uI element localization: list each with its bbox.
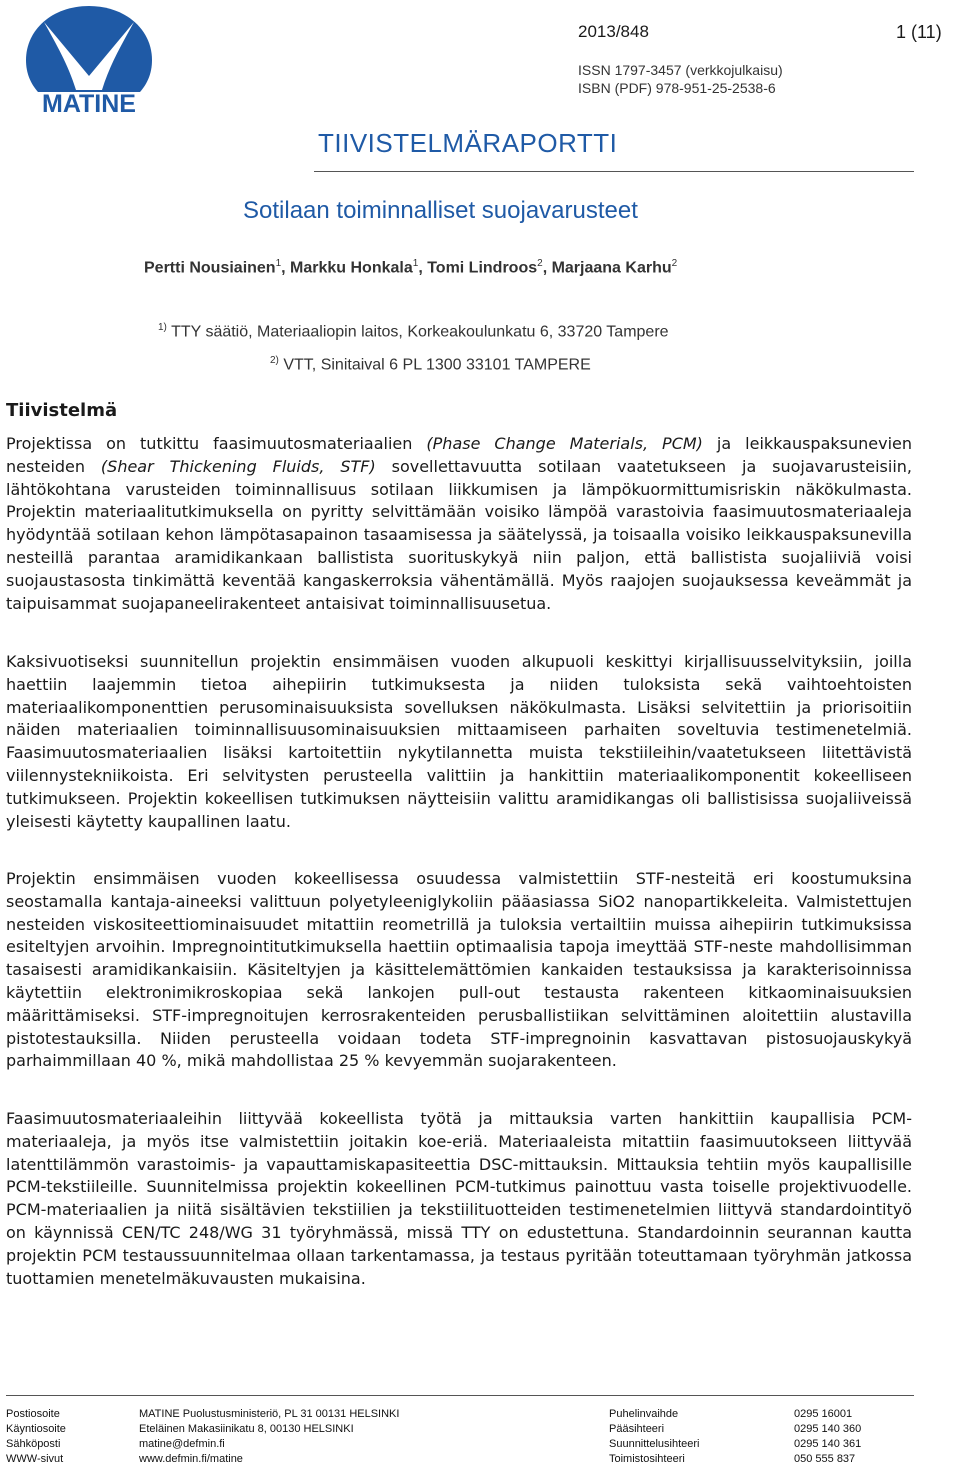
footer-phone: 0295 140 361: [794, 1438, 862, 1450]
abstract-paragraph: Faasimuutosmateriaaleihin liittyvää kokeellista työtä ja mittauksia varten hankittiin kaupallisia PCM-materiaaleja, ja myös itse valmistettiin joitakin koe-eriä. Materiaaleista mitattiin faasimuutokseen liittyvää latenttilämmön varastoimis- ja vapauttamiskapasiteettia DSC-mittauksin. Mittauksia tehtiin myös kaupallisille PCM-tekstiileille. Suunnitelmissa projektin kokeellinen PCM-tutkimus painottuu vasta toiselle projektivuodelle. PCM-materiaalien ja niitä sisältävien tekstiilien ja tekstiilituotteiden testimenetelmien liittyvä standardointityö on käynnissä CEN/TC 248/WG 31 työryhmässä, missä TTY on edustettuna. Standardoinnin seurannan kautta projektin PCM testaussuunnitelmaa ollaan tarkentamassa, ja testaus pyritään toteuttamaan työryhmän jatkossa tuottamien menetelmäkuvausten mukaisina.: [6, 1109, 912, 1288]
section-heading: Tiivistelmä: [6, 400, 118, 421]
footer-phone: 0295 140 360: [794, 1423, 862, 1435]
isbn: ISBN (PDF) 978-951-25-2538-6: [578, 80, 776, 96]
footer-phone-label: Suunnittelusihteeri: [609, 1438, 700, 1450]
abstract-paragraph: [6, 433, 912, 615]
footer-phones: [794, 1407, 861, 1467]
author-name: Tomi Lindroos: [427, 259, 538, 277]
text-run: ja leikkauspaksunevien nesteiden: [6, 434, 913, 476]
affiliation-mark: 1): [158, 322, 167, 333]
footer-phone-label: Pääsihteeri: [609, 1423, 665, 1435]
abstract-paragraph: Kaksivuotiseksi suunnitellun projektin ensimmäisen vuoden alkupuoli keskittyi kirjallisuusselvityksiin, joilla haettiin laajemmin tietoa aihepiirin tutkimuksesta ja niiden tuloksista sekä vaihtoehtoisten materiaalikomponenttien perusominaisuuksista sovelluksen näkökulmasta. Lisäksi selvitettiin ja priorisoitiin näiden materiaalien toiminnallisuusominaisuuksien mittaamiseen parhaiten soveltuvia testimenetelmiä. Faasimuutosmateriaalien lisäksi kartoitettiin nykytilannetta muista tekstiileihin/vaatetukseen liitettävistä viilennystekniikoista. Eri selvitysten perusteella valittiin ja hankittiin materiaalikomponentit kokeelliseen tutkimukseen. Projektin kokeellisen tutkimuksen näytteisiin valittu aramidikangas oli ballistisissa suojaliiveissä yleisesti käytetty kaupallinen laatu.: [6, 652, 912, 831]
page-number: 1 (11): [896, 22, 942, 42]
text-run: Projektissa on tutkittu faasimuutosmateriaalien: [6, 434, 427, 453]
affiliation: [158, 322, 669, 341]
affiliation: [270, 355, 591, 374]
footer-phone-labels: [609, 1407, 700, 1467]
report-number: 2013/848: [578, 22, 649, 41]
author-name: Pertti Nousiainen: [144, 259, 276, 277]
footer-value: Eteläinen Makasiinikatu 8, 00130 HELSINKI: [139, 1423, 354, 1435]
footer-phone: 0295 16001: [794, 1408, 853, 1420]
affiliation-mark: 2): [270, 355, 279, 366]
abstract-paragraph: Projektin ensimmäisen vuoden kokeellisessa osuudessa valmistettiin STF-nesteitä eri koostumuksina seostamalla kantaja-aineeksi valittuun polyetyleeniglykoliin pääasiassa SiO2 nanopartikkeleita. Valmistettujen nesteiden viskositeettiominaisuudet mitattiin reometrillä ja tuloksia vertailtiin muissa aihepiirin tutkimuksissa esiteltyjen arvoihin. Impregnointitutkimuksella haettiin optimaalisia tapoja imeyttää STF-neste mahdollisimman tasaisesti aramidikankaisiin. Käsiteltyjen ja käsittelemättömien kankaiden testauksissa ja karakterisoinnissa käytettiin elektronimikroskopiaa sekä lankojen pull-out testausta rakenteen kitkaominaisuuksien määrittämiseksi. STF-impregnoitujen kerrosrakenteiden perusballistiikan selvittäminen aloitettiin alustavilla pistotestauksilla. Niiden perusteella voidaan todeta STF-impregnoinin kasvattavan pistosuojauskykyä parhaimmillaan 40 %, mikä mahdollistaa 25 % kevyemmän suojarakenteen.: [6, 869, 912, 1071]
author-affil: 1: [275, 258, 282, 269]
footer-values: [139, 1407, 399, 1467]
footer-divider: [6, 1395, 914, 1396]
affiliation-text: TTY säätiö, Materiaaliopin laitos, Korkeakoulunkatu 6, 33720 Tampere: [171, 323, 669, 341]
issn: ISSN 1797-3457 (verkkojulkaisu): [578, 62, 783, 78]
author-name: Markku Honkala: [290, 259, 413, 277]
divider: [314, 171, 914, 172]
footer-phone-label: Toimistosihteeri: [609, 1453, 685, 1465]
document-type: TIIVISTELMÄRAPORTTI: [318, 128, 618, 158]
footer-labels: [6, 1407, 66, 1467]
author-affil: 1: [412, 258, 419, 269]
footer-email-link[interactable]: matine@defmin.fi: [139, 1438, 225, 1450]
footer-label: Käyntiosoite: [6, 1423, 66, 1435]
issn-block: [578, 61, 783, 97]
footer-web-link[interactable]: www.defmin.fi/matine: [139, 1453, 243, 1465]
footer-label: Sähköposti: [6, 1438, 61, 1450]
affiliation-text: VTT, Sinitaival 6 PL 1300 33101 TAMPERE: [283, 356, 591, 374]
matine-logo: [22, 4, 156, 116]
footer-phone: 050 555 837: [794, 1453, 856, 1465]
author-name: Marjaana Karhu: [551, 259, 672, 277]
text-run: sovellettavuutta sotilaan vaatetukseen ja suojavarusteisiin, lähtökohtana varusteiden toiminnallisuus sotilaan liikkumisen ja lämpökuormittumisriskin näkökulmasta. Projektin materiaalitutkimuksella on pyritty selvittämään voisiko lämpöä varastoivia faasimuutosmateriaaleja hyödyntää sotilaan kehon lämpötasapainon tasaamisessa ja säätelyssä, ja toisaalla voisiko leikkauspaksunevilla nesteillä parantaa aramidikankaan ballistista suorituskykyä niin paljon, että ballistista suojaliiviä voisi suojaustasosta tinkimättä keventää kangaskerroksia vähentämällä. Myös raajojen suojauksessa keveämmät ja taipuisammat suojapaneelirakenteet antaisivat toiminnallisuusetua.: [6, 456, 913, 613]
author-affil: 2: [671, 258, 678, 269]
text-run-italic: (Phase Change Materials, PCM): [426, 434, 703, 453]
document-title: Sotilaan toiminnalliset suojavarusteet: [243, 197, 638, 224]
text-run-italic: (Shear Thickening Fluids, STF): [100, 456, 376, 476]
footer-phone-label: Puhelinvaihde: [609, 1408, 679, 1420]
logo-text: MATINE: [42, 90, 136, 116]
author-list: Pertti Nousiainen$^1$, Markku Honkala$^1$, Tomi Lindroos$^2$, Marjaana Karhu$^2$: [144, 258, 678, 277]
footer-label: WWW-sivut: [6, 1453, 64, 1465]
footer-label: Postiosoite: [6, 1408, 60, 1420]
footer-value: MATINE Puolustusministeriö, PL 31 00131 HELSINKI: [139, 1408, 400, 1420]
author-affil: 2: [537, 258, 543, 269]
